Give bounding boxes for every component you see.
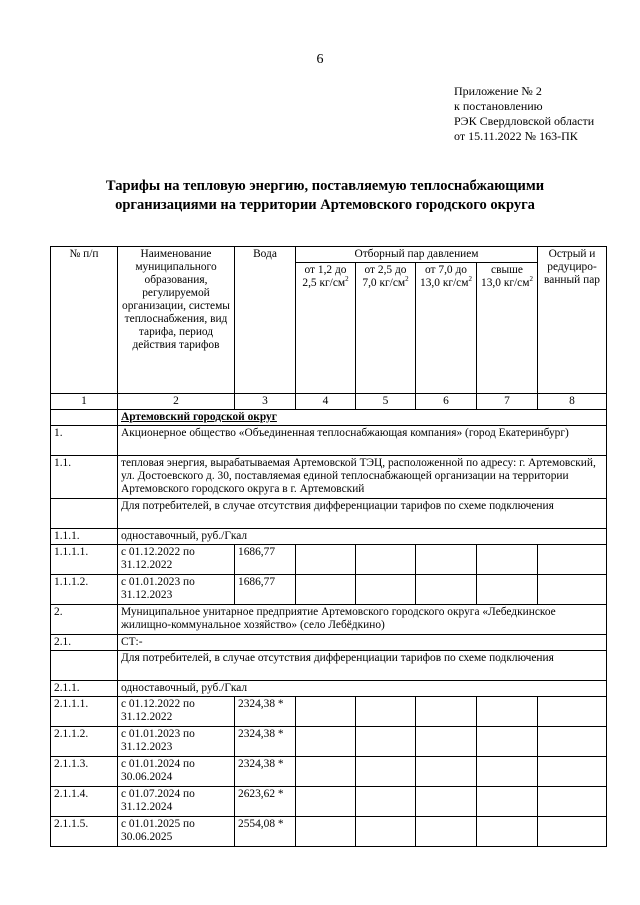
- table-cell: [296, 697, 356, 727]
- water-value: 2324,38 *: [235, 757, 296, 787]
- water-value: 2554,08 *: [235, 817, 296, 847]
- period-cell: с 01.01.2023 по 31.12.2023: [118, 727, 235, 757]
- district-label: Артемовский городской округ: [121, 411, 277, 423]
- row-num: 2.1.1.: [51, 681, 118, 697]
- table-cell: [538, 545, 607, 575]
- header-steam-4: [477, 263, 538, 394]
- water-value: 1686,77: [235, 545, 296, 575]
- column-number: 7: [477, 394, 538, 410]
- table-row: [51, 575, 607, 605]
- table-cell: [538, 697, 607, 727]
- column-number: 4: [296, 394, 356, 410]
- period-cell: с 01.12.2022 по 31.12.2022: [118, 697, 235, 727]
- table-cell: [296, 787, 356, 817]
- table-cell: [416, 727, 477, 757]
- period-cell: с 01.01.2024 по 30.06.2024: [118, 757, 235, 787]
- header-steam-4-text: свыше 13,0 кг/см: [481, 264, 530, 289]
- heat-source-description: тепловая энергия, вырабатываемая Артемовской ТЭЦ, расположенной по адресу: г. Артемовский, ул. Достоевского д. 30, поставляемая единой теплоснабжающей организации на территории Артемовского городского округа в г. Артемовский: [118, 456, 607, 499]
- table-cell: [416, 787, 477, 817]
- column-number: 5: [356, 394, 416, 410]
- table-row: [51, 817, 607, 847]
- row-num: 2.1.1.5.: [51, 817, 118, 847]
- table-cell: [477, 697, 538, 727]
- row-num: 2.1.1.3.: [51, 757, 118, 787]
- header-steam-group: Отборный пар давлением: [296, 247, 538, 263]
- table-cell: [416, 757, 477, 787]
- table-cell: [416, 545, 477, 575]
- appendix-line: к постановлению: [454, 99, 543, 113]
- table-cell: [296, 545, 356, 575]
- tariff-table: [50, 246, 607, 847]
- table-cell: [356, 697, 416, 727]
- table-cell: [416, 575, 477, 605]
- column-number: 3: [235, 394, 296, 410]
- title-line: организациями на территории Артемовского городского округа: [115, 197, 535, 213]
- consumers-note: Для потребителей, в случае отсутствия дифференциации тарифов по схеме подключения: [118, 499, 607, 529]
- water-value: 2324,38 *: [235, 697, 296, 727]
- district-name: [118, 410, 607, 426]
- row-num: 1.1.1.1.: [51, 545, 118, 575]
- table-cell: [416, 817, 477, 847]
- table-cell: [356, 787, 416, 817]
- table-cell: [356, 545, 416, 575]
- table-cell: [538, 575, 607, 605]
- tariff-type: одноставочный, руб./Гкал: [118, 529, 607, 545]
- column-number: 6: [416, 394, 477, 410]
- table-cell: [416, 697, 477, 727]
- row-num: 2.1.1.2.: [51, 727, 118, 757]
- row-num: 2.1.1.1.: [51, 697, 118, 727]
- appendix-block: [454, 84, 594, 144]
- title-line: Тарифы на тепловую энергию, поставляемую теплоснабжающими: [105, 178, 545, 194]
- water-value: 2324,38 *: [235, 727, 296, 757]
- period-cell: с 01.01.2025 по 30.06.2025: [118, 817, 235, 847]
- table-cell: [477, 757, 538, 787]
- table-cell: [51, 499, 118, 529]
- header-sharp-steam: Острый и редуциро-ванный пар: [538, 247, 607, 394]
- water-value: 1686,77: [235, 575, 296, 605]
- row-num: 1.: [51, 426, 118, 456]
- appendix-line: Приложение № 2: [454, 84, 542, 98]
- header-num: № п/п: [51, 247, 118, 394]
- column-number: 8: [538, 394, 607, 410]
- table-cell: [356, 727, 416, 757]
- table-cell: [477, 727, 538, 757]
- appendix-line: от 15.11.2022 № 163-ПК: [454, 129, 578, 143]
- table-cell: [538, 757, 607, 787]
- row-num: 1.1.: [51, 456, 118, 499]
- table-cell: [356, 817, 416, 847]
- table-cell: [477, 817, 538, 847]
- heat-system: СТ:-: [118, 635, 607, 651]
- table-cell: [296, 757, 356, 787]
- appendix-line: РЭК Свердловской области: [454, 114, 595, 128]
- table-cell: [51, 651, 118, 681]
- table-cell: [356, 575, 416, 605]
- table-cell: [538, 727, 607, 757]
- organization-name: Муниципальное унитарное предприятие Артемовского городского округа «Лебедкинское жилищно-коммунальное хозяйство» (село Лебёдкино): [118, 605, 607, 635]
- header-steam-2: [356, 263, 416, 394]
- table-cell: [296, 817, 356, 847]
- table-cell: [477, 787, 538, 817]
- table-cell: [477, 545, 538, 575]
- table-row: [51, 697, 607, 727]
- table-cell: [477, 575, 538, 605]
- water-value: 2623,62 *: [235, 787, 296, 817]
- period-cell: с 01.12.2022 по 31.12.2022: [118, 545, 235, 575]
- header-name: Наименование муниципального образования, регулируемой организации, системы теплоснабжения, вид тарифа, период действия тарифов: [118, 247, 235, 394]
- period-cell: с 01.01.2023 по 31.12.2023: [118, 575, 235, 605]
- table-cell: [356, 757, 416, 787]
- row-num: 1.1.1.: [51, 529, 118, 545]
- table-cell: [296, 727, 356, 757]
- table-row: [51, 545, 607, 575]
- superscript: 2: [405, 275, 409, 284]
- table-cell: [538, 817, 607, 847]
- header-steam-3-text: от 7,0 до 13,0 кг/см: [420, 264, 469, 289]
- row-num: 2.1.1.4.: [51, 787, 118, 817]
- table-cell: [51, 410, 118, 426]
- table-row: [51, 727, 607, 757]
- column-number: 1: [51, 394, 118, 410]
- organization-name: Акционерное общество «Объединенная теплоснабжающая компания» (город Екатеринбург): [118, 426, 607, 456]
- row-num: 2.1.: [51, 635, 118, 651]
- column-number: 2: [118, 394, 235, 410]
- header-water: Вода: [235, 247, 296, 394]
- superscript: 2: [345, 275, 349, 284]
- header-steam-1: [296, 263, 356, 394]
- table-cell: [296, 575, 356, 605]
- row-num: 1.1.1.2.: [51, 575, 118, 605]
- consumers-note: Для потребителей, в случае отсутствия дифференциации тарифов по схеме подключения: [118, 651, 607, 681]
- row-num: 2.: [51, 605, 118, 635]
- superscript: 2: [529, 275, 533, 284]
- header-steam-3: [416, 263, 477, 394]
- page-number: 6: [316, 52, 324, 67]
- document-title: [40, 177, 610, 215]
- superscript: 2: [468, 275, 472, 284]
- header-steam-1-text: от 1,2 до 2,5 кг/см: [302, 264, 347, 289]
- period-cell: с 01.07.2024 по 31.12.2024: [118, 787, 235, 817]
- table-cell: [538, 787, 607, 817]
- tariff-type: одноставочный, руб./Гкал: [118, 681, 607, 697]
- table-row: [51, 787, 607, 817]
- header-steam-2-text: от 2,5 до 7,0 кг/см: [362, 264, 407, 289]
- table-row: [51, 757, 607, 787]
